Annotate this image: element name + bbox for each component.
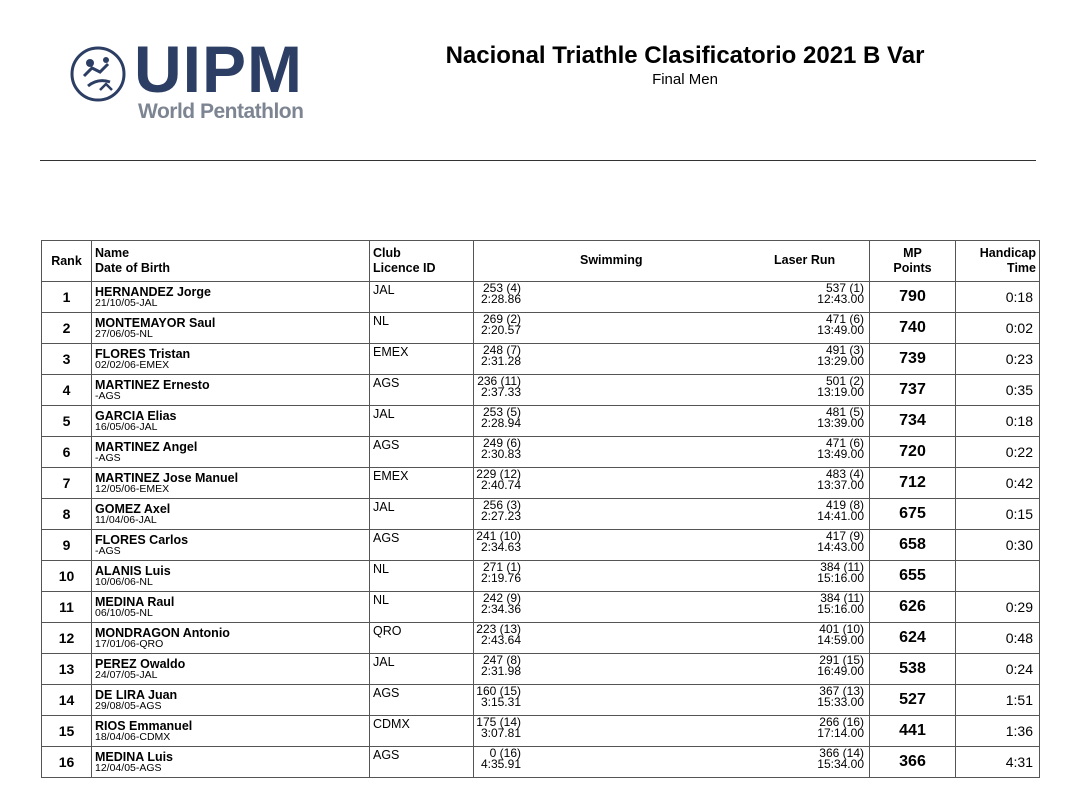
club-cell: AGS <box>370 437 474 468</box>
athlete-cell <box>92 375 370 406</box>
scores-cell <box>474 530 870 561</box>
table-row <box>42 499 1040 530</box>
table-row <box>42 468 1040 499</box>
table-row <box>42 654 1040 685</box>
athlete-cell <box>92 747 370 778</box>
results-body <box>42 282 1040 778</box>
laser-run-time: 13:37.00 <box>817 478 864 492</box>
col-name <box>92 241 370 282</box>
athlete-name: MARTINEZ Angel <box>95 439 198 454</box>
rank-cell: 10 <box>42 561 92 592</box>
handicap-cell: 0:29 <box>956 592 1040 623</box>
col-points-label: Points <box>893 261 932 275</box>
club-cell: AGS <box>370 375 474 406</box>
scores-cell <box>474 747 870 778</box>
club-cell: AGS <box>370 685 474 716</box>
swimming-points: 253 (5) <box>482 405 521 419</box>
page-title: Nacional Triathle Clasificatorio 2021 B Var <box>445 42 925 69</box>
swimming-score <box>481 593 521 615</box>
handicap-cell: 0:22 <box>956 437 1040 468</box>
handicap-cell: 0:18 <box>956 406 1040 437</box>
club-cell: NL <box>370 561 474 592</box>
table-row <box>42 530 1040 561</box>
mp-points-cell: 720 <box>870 437 956 468</box>
header-divider <box>40 160 1036 161</box>
laser-run-points: 417 (9) <box>825 529 864 543</box>
swimming-time: 2:37.33 <box>480 385 521 399</box>
handicap-cell: 0:30 <box>956 530 1040 561</box>
rank-cell: 12 <box>42 623 92 654</box>
col-dob-label: Date of Birth <box>95 261 170 275</box>
athlete-dob: 24/07/05-JAL <box>95 668 158 681</box>
swimming-points: 248 (7) <box>482 343 521 357</box>
table-row <box>42 344 1040 375</box>
mp-points-cell: 626 <box>870 592 956 623</box>
laser-run-points: 481 (5) <box>825 405 864 419</box>
swimming-score <box>476 531 521 553</box>
swimming-time: 2:34.36 <box>480 602 521 616</box>
mp-points-cell: 527 <box>870 685 956 716</box>
athlete-cell <box>92 406 370 437</box>
club-cell: NL <box>370 313 474 344</box>
rank-cell: 7 <box>42 468 92 499</box>
athlete-dob: -AGS <box>95 389 121 402</box>
swimming-points: 175 (14) <box>476 715 521 729</box>
rank-cell: 9 <box>42 530 92 561</box>
scores-cell <box>474 468 870 499</box>
swimming-score <box>481 407 521 429</box>
col-mp-label: MP <box>903 246 922 260</box>
swimming-score <box>481 500 521 522</box>
laser-run-time: 15:33.00 <box>817 695 864 709</box>
table-row <box>42 282 1040 313</box>
athlete-cell <box>92 561 370 592</box>
col-mp-points <box>870 241 956 282</box>
laser-run-time: 17:14.00 <box>817 726 864 740</box>
club-cell: QRO <box>370 623 474 654</box>
table-row <box>42 685 1040 716</box>
swimming-time: 2:31.98 <box>480 664 521 678</box>
athlete-dob: 11/04/06-JAL <box>95 513 157 526</box>
club-cell: EMEX <box>370 344 474 375</box>
rank-cell: 5 <box>42 406 92 437</box>
mp-points-cell: 658 <box>870 530 956 561</box>
athlete-name: PEREZ Owaldo <box>95 656 186 671</box>
scores-cell <box>474 623 870 654</box>
swimming-points: 256 (3) <box>482 498 521 512</box>
swimming-score <box>476 624 521 646</box>
club-cell: JAL <box>370 654 474 685</box>
col-handicap-label: Handicap <box>979 246 1036 260</box>
swimming-score <box>481 748 521 770</box>
mp-points-cell: 538 <box>870 654 956 685</box>
col-swimming-label: Swimming <box>580 253 643 267</box>
scores-cell <box>474 437 870 468</box>
pentathlon-emblem-icon <box>70 46 126 102</box>
swimming-score <box>481 438 521 460</box>
athlete-cell <box>92 623 370 654</box>
athlete-cell <box>92 313 370 344</box>
laser-run-time: 15:16.00 <box>817 571 864 585</box>
laser-run-points: 471 (6) <box>825 312 864 326</box>
scores-cell <box>474 592 870 623</box>
mp-points-cell: 739 <box>870 344 956 375</box>
swimming-points: 253 (4) <box>482 281 521 295</box>
rank-cell: 4 <box>42 375 92 406</box>
mp-points-cell: 366 <box>870 747 956 778</box>
laser-run-points: 483 (4) <box>825 467 864 481</box>
athlete-name: RIOS Emmanuel <box>95 718 193 733</box>
laser-run-points: 419 (8) <box>825 498 864 512</box>
page-subtitle: Final Men <box>652 71 718 88</box>
athlete-name: ALANIS Luis <box>95 563 171 578</box>
swimming-score <box>481 345 521 367</box>
handicap-cell: 0:24 <box>956 654 1040 685</box>
athlete-dob: 18/04/06-CDMX <box>95 730 171 743</box>
athlete-dob: 27/06/05-NL <box>95 327 153 340</box>
handicap-cell: 0:18 <box>956 282 1040 313</box>
athlete-name: FLORES Carlos <box>95 532 189 547</box>
swimming-time: 2:28.94 <box>480 416 521 430</box>
table-row <box>42 747 1040 778</box>
rank-cell: 1 <box>42 282 92 313</box>
scores-cell <box>474 685 870 716</box>
handicap-cell <box>956 561 1040 592</box>
rank-cell: 3 <box>42 344 92 375</box>
swimming-time: 2:40.74 <box>480 478 521 492</box>
swimming-points: 160 (15) <box>476 684 521 698</box>
laser-run-time: 14:43.00 <box>817 540 864 554</box>
swimming-score <box>476 686 521 708</box>
swimming-time: 2:43.64 <box>480 633 521 647</box>
col-licence-label: Licence ID <box>373 261 436 275</box>
table-row <box>42 375 1040 406</box>
laser-run-score <box>817 655 864 677</box>
swimming-score <box>476 469 521 491</box>
col-rank: Rank <box>42 241 92 282</box>
col-laser-run-label: Laser Run <box>774 253 836 267</box>
laser-run-time: 15:34.00 <box>817 757 864 771</box>
laser-run-score <box>817 407 864 429</box>
laser-run-time: 12:43.00 <box>817 292 864 306</box>
swimming-time: 2:34.63 <box>480 540 521 554</box>
rank-cell: 2 <box>42 313 92 344</box>
athlete-dob: -AGS <box>95 451 121 464</box>
swimming-time: 2:30.83 <box>480 447 521 461</box>
mp-points-cell: 734 <box>870 406 956 437</box>
laser-run-score <box>817 500 864 522</box>
handicap-cell: 0:42 <box>956 468 1040 499</box>
athlete-cell <box>92 685 370 716</box>
athlete-dob: 29/08/05-AGS <box>95 699 162 712</box>
club-cell: CDMX <box>370 716 474 747</box>
athlete-dob: 17/01/06-QRO <box>95 637 164 650</box>
athlete-dob: 06/10/05-NL <box>95 606 153 619</box>
laser-run-score <box>817 438 864 460</box>
scores-cell <box>474 654 870 685</box>
results-table <box>41 240 1040 778</box>
swimming-time: 2:31.28 <box>480 354 521 368</box>
swimming-points: 0 (16) <box>489 746 521 760</box>
athlete-cell <box>92 437 370 468</box>
athlete-name: MARTINEZ Ernesto <box>95 377 210 392</box>
mp-points-cell: 675 <box>870 499 956 530</box>
scores-cell <box>474 344 870 375</box>
club-cell: JAL <box>370 406 474 437</box>
athlete-cell <box>92 530 370 561</box>
club-cell: JAL <box>370 499 474 530</box>
table-header-row <box>42 241 1040 282</box>
rank-cell: 15 <box>42 716 92 747</box>
swimming-score <box>476 717 521 739</box>
athlete-cell <box>92 468 370 499</box>
scores-cell <box>474 561 870 592</box>
logo-subtext: World Pentathlon <box>138 100 304 123</box>
athlete-name: FLORES Tristan <box>95 346 191 361</box>
mp-points-cell: 712 <box>870 468 956 499</box>
handicap-cell: 0:02 <box>956 313 1040 344</box>
handicap-cell: 1:51 <box>956 685 1040 716</box>
athlete-cell <box>92 654 370 685</box>
swimming-points: 269 (2) <box>482 312 521 326</box>
handicap-cell: 0:23 <box>956 344 1040 375</box>
swimming-points: 249 (6) <box>482 436 521 450</box>
scores-cell <box>474 313 870 344</box>
swimming-time: 4:35.91 <box>480 757 521 771</box>
col-club <box>370 241 474 282</box>
laser-run-time: 14:41.00 <box>817 509 864 523</box>
mp-points-cell: 624 <box>870 623 956 654</box>
swimming-time: 2:27.23 <box>480 509 521 523</box>
scores-cell <box>474 406 870 437</box>
laser-run-score <box>817 686 864 708</box>
athlete-name: MARTINEZ Jose Manuel <box>95 470 239 485</box>
handicap-cell: 0:48 <box>956 623 1040 654</box>
athlete-name: MONTEMAYOR Saul <box>95 315 216 330</box>
athlete-dob: 10/06/06-NL <box>95 575 153 588</box>
scores-cell <box>474 716 870 747</box>
laser-run-points: 384 (11) <box>820 591 864 605</box>
handicap-cell: 0:15 <box>956 499 1040 530</box>
rank-cell: 6 <box>42 437 92 468</box>
rank-cell: 8 <box>42 499 92 530</box>
athlete-name: MEDINA Raul <box>95 594 175 609</box>
club-cell: AGS <box>370 530 474 561</box>
laser-run-time: 13:29.00 <box>817 354 864 368</box>
swimming-score <box>481 314 521 336</box>
swimming-time: 2:20.57 <box>480 323 521 337</box>
swimming-time: 3:15.31 <box>480 695 521 709</box>
athlete-name: HERNANDEZ Jorge <box>95 284 211 299</box>
athlete-name: MEDINA Luis <box>95 749 174 764</box>
club-cell: NL <box>370 592 474 623</box>
athlete-name: GARCIA Elias <box>95 408 177 423</box>
laser-run-score <box>817 376 864 398</box>
athlete-name: GOMEZ Axel <box>95 501 171 516</box>
laser-run-points: 471 (6) <box>825 436 864 450</box>
table-row <box>42 437 1040 468</box>
club-cell: EMEX <box>370 468 474 499</box>
mp-points-cell: 740 <box>870 313 956 344</box>
laser-run-time: 16:49.00 <box>817 664 864 678</box>
athlete-cell <box>92 716 370 747</box>
logo-wordmark: UIPM <box>134 32 303 106</box>
laser-run-time: 13:49.00 <box>817 323 864 337</box>
scores-cell <box>474 375 870 406</box>
club-cell: JAL <box>370 282 474 313</box>
swimming-points: 236 (11) <box>477 374 521 388</box>
laser-run-score <box>817 717 864 739</box>
athlete-dob: 12/04/05-AGS <box>95 761 162 774</box>
laser-run-points: 501 (2) <box>825 374 864 388</box>
athlete-dob: 12/05/06-EMEX <box>95 482 170 495</box>
mp-points-cell: 655 <box>870 561 956 592</box>
rank-cell: 14 <box>42 685 92 716</box>
swimming-score <box>481 283 521 305</box>
swimming-points: 247 (8) <box>482 653 521 667</box>
laser-run-score <box>817 314 864 336</box>
table-row <box>42 592 1040 623</box>
table-row <box>42 623 1040 654</box>
uipm-logo <box>68 32 318 124</box>
rank-cell: 11 <box>42 592 92 623</box>
laser-run-time: 15:16.00 <box>817 602 864 616</box>
scores-cell <box>474 282 870 313</box>
laser-run-score <box>817 624 864 646</box>
laser-run-points: 291 (15) <box>819 653 864 667</box>
swimming-time: 2:28.86 <box>480 292 521 306</box>
athlete-cell <box>92 282 370 313</box>
swimming-points: 241 (10) <box>476 529 521 543</box>
athlete-dob: 21/10/05-JAL <box>95 296 158 309</box>
col-time-label: Time <box>1007 261 1036 275</box>
laser-run-score <box>817 469 864 491</box>
swimming-points: 271 (1) <box>482 560 521 574</box>
swimming-score <box>477 376 521 398</box>
table-row <box>42 716 1040 747</box>
rank-cell: 13 <box>42 654 92 685</box>
laser-run-score <box>817 593 864 615</box>
swimming-time: 2:19.76 <box>480 571 521 585</box>
laser-run-time: 13:39.00 <box>817 416 864 430</box>
swimming-score <box>481 562 521 584</box>
handicap-cell: 0:35 <box>956 375 1040 406</box>
mp-points-cell: 441 <box>870 716 956 747</box>
laser-run-points: 401 (10) <box>819 622 864 636</box>
laser-run-points: 537 (1) <box>825 281 864 295</box>
laser-run-points: 266 (16) <box>819 715 864 729</box>
laser-run-time: 13:19.00 <box>817 385 864 399</box>
col-club-label: Club <box>373 246 401 260</box>
col-scores <box>474 241 870 282</box>
athlete-name: MONDRAGON Antonio <box>95 625 230 640</box>
table-row <box>42 406 1040 437</box>
handicap-cell: 4:31 <box>956 747 1040 778</box>
athlete-dob: 02/02/06-EMEX <box>95 358 170 371</box>
swimming-time: 3:07.81 <box>480 726 521 740</box>
handicap-cell: 1:36 <box>956 716 1040 747</box>
scores-cell <box>474 499 870 530</box>
col-handicap <box>956 241 1040 282</box>
swimming-points: 223 (13) <box>476 622 521 636</box>
laser-run-points: 367 (13) <box>819 684 864 698</box>
laser-run-score <box>817 345 864 367</box>
athlete-cell <box>92 499 370 530</box>
table-row <box>42 313 1040 344</box>
mp-points-cell: 737 <box>870 375 956 406</box>
laser-run-score <box>817 283 864 305</box>
athlete-name: DE LIRA Juan <box>95 687 178 702</box>
rank-cell: 16 <box>42 747 92 778</box>
laser-run-points: 366 (14) <box>819 746 864 760</box>
athlete-cell <box>92 592 370 623</box>
laser-run-score <box>817 531 864 553</box>
laser-run-time: 13:49.00 <box>817 447 864 461</box>
swimming-points: 229 (12) <box>476 467 521 481</box>
laser-run-points: 384 (11) <box>820 560 864 574</box>
laser-run-score <box>817 748 864 770</box>
laser-run-time: 14:59.00 <box>817 633 864 647</box>
athlete-dob: -AGS <box>95 544 121 557</box>
athlete-cell <box>92 344 370 375</box>
club-cell: AGS <box>370 747 474 778</box>
laser-run-points: 491 (3) <box>825 343 864 357</box>
mp-points-cell: 790 <box>870 282 956 313</box>
swimming-score <box>481 655 521 677</box>
col-name-label: Name <box>95 246 130 260</box>
swimming-points: 242 (9) <box>482 591 521 605</box>
athlete-dob: 16/05/06-JAL <box>95 420 158 433</box>
table-row <box>42 561 1040 592</box>
laser-run-score <box>817 562 864 584</box>
